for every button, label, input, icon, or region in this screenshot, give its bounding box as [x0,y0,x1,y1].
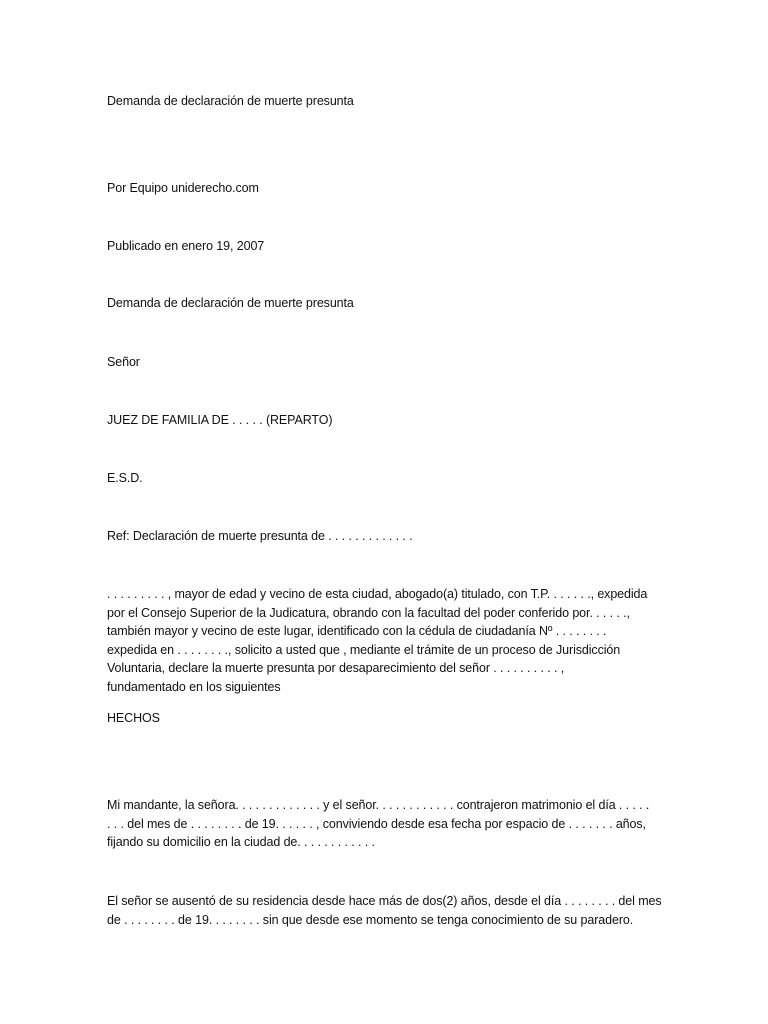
esd-line: E.S.D. [107,471,143,485]
fact-line: de . . . . . . . . de 19. . . . . . . . sin que desde ese momento se tenga conocimiento de su paradero. [107,912,634,927]
fact-paragraph-1 [107,796,649,852]
fact-paragraph-2 [107,892,662,929]
publication-date: Publicado en enero 19, 2007 [107,239,265,253]
reference-line: Ref: Declaración de muerte presunta de . . . . . . . . . . . . . [107,529,413,543]
document-title: Demanda de declaración de muerte presunta [107,94,354,108]
intro-line: por el Consejo Superior de la Judicatura, obrando con la facultad del poder conferido por. . . . . ., [107,605,630,620]
section-heading-hechos: HECHOS [107,711,160,725]
intro-line: también mayor y vecino de este lugar, identificado con la cédula de ciudadanía Nº . . . . . . . . [107,624,607,638]
salutation: Señor [107,355,140,369]
fact-line: Mi mandante, la señora. . . . . . . . . . . . . y el señor. . . . . . . . . . . . contrajeron matrimonio el día . . . . . [107,798,650,812]
intro-line: . . . . . . . . . , mayor de edad y vecino de esta ciudad, abogado(a) titulado, con T.P. . . . . . ., expedida [107,587,648,601]
fact-line: El señor se ausentó de su residencia desde hace más de dos(2) años, desde el día . . . . . . . . del mes [107,894,662,908]
fact-line: fijando su domicilio en la ciudad de. . . . . . . . . . . . [107,835,375,849]
intro-line: fundamentado en los siguientes [107,679,281,694]
fact-line: . . . del mes de . . . . . . . . de 19. . . . . . , conviviendo desde esa fecha por espacio de . . . . . . . años, [107,816,646,831]
intro-paragraph [107,585,647,696]
author-line: Por Equipo uniderecho.com [107,181,259,195]
document-heading: Demanda de declaración de muerte presunta [107,296,354,310]
intro-line: Voluntaria, declare la muerte presunta por desaparecimiento del señor . . . . . . . . . . , [107,661,565,675]
addressee: JUEZ DE FAMILIA DE . . . . . (REPARTO) [107,413,333,427]
intro-line: expedida en . . . . . . . ., solicito a usted que , mediante el trámite de un proceso de Jurisdicción [107,642,621,657]
